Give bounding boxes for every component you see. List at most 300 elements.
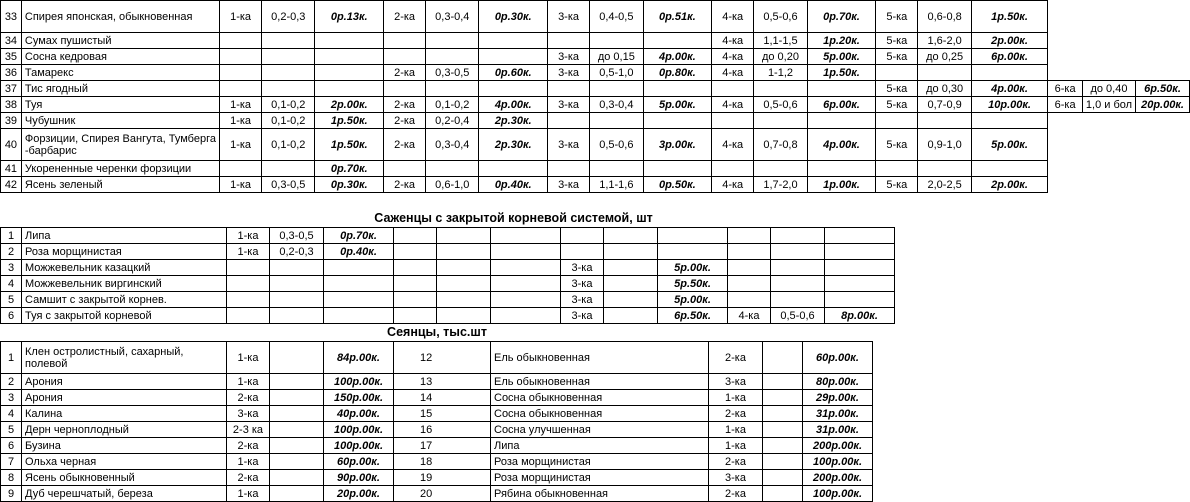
grade-cell: [220, 49, 262, 65]
grade-cell: [712, 81, 754, 97]
row-number: 8: [1, 470, 22, 486]
grade-cell: 1-ка: [227, 244, 270, 260]
height-cell: [754, 113, 807, 129]
row-number: 7: [1, 454, 22, 470]
grade-cell: 2-ка: [383, 65, 425, 81]
empty-cell: [763, 486, 803, 502]
height-cell: [1082, 177, 1135, 193]
grade-cell: [394, 260, 437, 276]
grade-cell: 2-3 ка: [227, 422, 270, 438]
price-cell: 1р.50к.: [807, 65, 876, 81]
height-cell: [754, 81, 807, 97]
price-cell: [1136, 161, 1190, 177]
height-cell: [1082, 49, 1135, 65]
height-cell: 0,5-0,6: [754, 97, 807, 113]
height-cell: 0,2-0,4: [426, 113, 479, 129]
price-cell: [1136, 1, 1190, 33]
table-row: [1, 486, 873, 502]
row-number: 6: [1, 308, 22, 324]
price-cell: 60р.00к.: [324, 454, 394, 470]
table-row: [1, 438, 873, 454]
empty-cell: [270, 422, 324, 438]
empty-cell: [270, 406, 324, 422]
height-cell: 0,4-0,5: [590, 1, 643, 33]
price-cell: 0р.50к.: [643, 177, 712, 193]
price-cell: 40р.00к.: [324, 406, 394, 422]
grade-cell: [227, 260, 270, 276]
plant-name: Ель обыкновенная: [491, 374, 709, 390]
price-cell: [491, 228, 561, 244]
plant-name: Спирея японская, обыкновенная: [21, 1, 219, 33]
grade-cell: 3-ка: [547, 49, 589, 65]
grade-cell: 1-ка: [220, 177, 262, 193]
grade-cell: 1-ка: [709, 390, 763, 406]
plant-name: Ольха черная: [22, 454, 227, 470]
price-cell: 31р.00к.: [803, 422, 873, 438]
grade-cell: [728, 292, 771, 308]
plant-name: Туя с закрытой корневой: [22, 308, 227, 324]
plant-name: Роза морщинистая: [22, 244, 227, 260]
price-cell: 29р.00к.: [803, 390, 873, 406]
grade-cell: 2-ка: [709, 454, 763, 470]
price-cell: 6р.50к.: [1136, 81, 1190, 97]
plant-name: Самшит с закрытой корнев.: [22, 292, 227, 308]
empty-cell: [270, 470, 324, 486]
grade-cell: [728, 244, 771, 260]
table-row: [1, 81, 1190, 97]
height-cell: [771, 276, 825, 292]
price-cell: 100р.00к.: [803, 486, 873, 502]
price-cell: [807, 161, 876, 177]
plant-name: Арония: [22, 390, 227, 406]
price-cell: [971, 161, 1047, 177]
grade-cell: [876, 65, 918, 81]
row-number: 38: [1, 97, 22, 113]
price-cell: 2р.00к.: [315, 97, 384, 113]
price-cell: [825, 292, 895, 308]
empty-cell: [763, 422, 803, 438]
plant-name: Сосна кедровая: [21, 49, 219, 65]
grade-cell: [220, 33, 262, 49]
grade-cell: 1-ка: [220, 97, 262, 113]
plant-name: Можжевельник казацкий: [22, 260, 227, 276]
height-cell: до 0,40: [1082, 81, 1135, 97]
height-cell: [437, 228, 491, 244]
empty-cell: [270, 454, 324, 470]
row-number: 42: [1, 177, 22, 193]
price-cell: [324, 292, 394, 308]
grade-cell: [728, 276, 771, 292]
grade-cell: 1-ка: [220, 129, 262, 161]
empty-cell: [270, 486, 324, 502]
price-cell: [658, 244, 728, 260]
height-cell: [604, 308, 658, 324]
grade-cell: 5-ка: [876, 1, 918, 33]
height-cell: 0,3-0,5: [426, 65, 479, 81]
height-cell: [604, 292, 658, 308]
grade-cell: 1-ка: [227, 374, 270, 390]
plant-name: Бузина: [22, 438, 227, 454]
price-cell: 1р.50к.: [971, 1, 1047, 33]
price-cell: 31р.00к.: [803, 406, 873, 422]
grade-cell: 2-ка: [709, 406, 763, 422]
price-cell: [643, 33, 712, 49]
price-cell: 1р.50к.: [315, 113, 384, 129]
height-cell: [426, 161, 479, 177]
grade-cell: [220, 65, 262, 81]
grade-cell: 4-ка: [712, 33, 754, 49]
height-cell: [1082, 33, 1135, 49]
plant-name: Роза морщинистая: [491, 470, 709, 486]
price-cell: 4р.00к.: [807, 129, 876, 161]
price-cell: 0р.51к.: [643, 1, 712, 33]
height-cell: [1082, 65, 1135, 81]
price-cell: [479, 81, 548, 97]
height-cell: 0,3-0,4: [590, 97, 643, 113]
price-cell: 2р.00к.: [971, 177, 1047, 193]
plant-name: Дуб черешчатый, береза: [22, 486, 227, 502]
row-number: 41: [1, 161, 22, 177]
height-cell: 0,1-0,2: [262, 129, 315, 161]
price-cell: [807, 81, 876, 97]
height-cell: до 0,15: [590, 49, 643, 65]
grade-cell: 5-ка: [876, 81, 918, 97]
grade-cell: [1048, 113, 1083, 129]
empty-cell: [270, 390, 324, 406]
height-cell: [918, 65, 971, 81]
price-cell: [324, 308, 394, 324]
empty-cell: [763, 438, 803, 454]
height-cell: [270, 276, 324, 292]
height-cell: [771, 228, 825, 244]
price-cell: [1136, 49, 1190, 65]
height-cell: 1,0 и бол: [1082, 97, 1135, 113]
price-cell: [315, 49, 384, 65]
height-cell: 1-1,2: [754, 65, 807, 81]
grade-cell: [394, 276, 437, 292]
grade-cell: 3-ка: [547, 65, 589, 81]
height-cell: [437, 276, 491, 292]
price-table-closed-root: [0, 227, 895, 324]
height-cell: [437, 308, 491, 324]
price-cell: 20р.00к.: [1136, 97, 1190, 113]
price-cell: 0р.13к.: [315, 1, 384, 33]
grade-cell: 1-ка: [227, 342, 270, 374]
plant-name: Можжевельник виргинский: [22, 276, 227, 292]
price-cell: 6р.50к.: [658, 308, 728, 324]
price-cell: [971, 113, 1047, 129]
plant-name: Сосна обыкновенная: [491, 406, 709, 422]
price-cell: [807, 113, 876, 129]
row-number: 33: [1, 1, 22, 33]
grade-cell: [728, 228, 771, 244]
grade-cell: 1-ка: [227, 228, 270, 244]
price-table-seedlings: [0, 341, 873, 502]
row-number: 39: [1, 113, 22, 129]
height-cell: 0,5-0,6: [590, 129, 643, 161]
grade-cell: 4-ка: [728, 308, 771, 324]
plant-name: Тамарекс: [21, 65, 219, 81]
grade-cell: 2-ка: [383, 177, 425, 193]
row-number: 12: [394, 342, 491, 374]
height-cell: 0,5-1,0: [590, 65, 643, 81]
height-cell: 1,6-2,0: [918, 33, 971, 49]
price-cell: [315, 33, 384, 49]
price-cell: 5р.00к.: [807, 49, 876, 65]
height-cell: [437, 260, 491, 276]
price-cell: 4р.00к.: [479, 97, 548, 113]
price-cell: 100р.00к.: [324, 422, 394, 438]
price-cell: 0р.70к.: [315, 161, 384, 177]
height-cell: [590, 161, 643, 177]
grade-cell: [220, 161, 262, 177]
price-cell: [324, 276, 394, 292]
plant-name: Дерн черноплодный: [22, 422, 227, 438]
grade-cell: 2-ка: [383, 129, 425, 161]
price-cell: [825, 228, 895, 244]
price-cell: 6р.00к.: [807, 97, 876, 113]
height-cell: 0,1-0,2: [426, 97, 479, 113]
price-cell: [479, 33, 548, 49]
grade-cell: 2-ка: [227, 390, 270, 406]
height-cell: 0,3-0,5: [262, 177, 315, 193]
price-cell: 5р.50к.: [658, 276, 728, 292]
price-cell: [1136, 33, 1190, 49]
plant-name: Клен остролистный, сахарный, полевой: [22, 342, 227, 374]
table-row: [1, 244, 895, 260]
grade-cell: [1048, 177, 1083, 193]
plant-name: Ясень зеленый: [21, 177, 219, 193]
grade-cell: 2-ка: [227, 438, 270, 454]
price-cell: [825, 260, 895, 276]
height-cell: [262, 81, 315, 97]
height-cell: [604, 228, 658, 244]
price-cell: 8р.00к.: [825, 308, 895, 324]
height-cell: [604, 260, 658, 276]
grade-cell: [383, 33, 425, 49]
price-cell: 0р.40к.: [324, 244, 394, 260]
table-row: [1, 470, 873, 486]
price-table-top: [0, 0, 1190, 193]
grade-cell: 3-ка: [547, 177, 589, 193]
table-row: [1, 113, 1190, 129]
table-row: [1, 342, 873, 374]
price-cell: 0р.70к.: [807, 1, 876, 33]
height-cell: 0,2-0,3: [270, 244, 324, 260]
height-cell: [1082, 113, 1135, 129]
table-row: [1, 65, 1190, 81]
grade-cell: [1048, 49, 1083, 65]
price-cell: 5р.00к.: [658, 260, 728, 276]
empty-cell: [763, 454, 803, 470]
grade-cell: 3-ка: [561, 260, 604, 276]
height-cell: до 0,30: [918, 81, 971, 97]
grade-cell: 2-ка: [383, 97, 425, 113]
height-cell: [604, 244, 658, 260]
price-cell: [315, 65, 384, 81]
price-cell: 10р.00к.: [971, 97, 1047, 113]
grade-cell: 2-ка: [709, 486, 763, 502]
height-cell: 0,3-0,4: [426, 129, 479, 161]
price-cell: 2р.30к.: [479, 129, 548, 161]
grade-cell: [876, 161, 918, 177]
row-number: 9: [1, 486, 22, 502]
height-cell: 0,5-0,6: [754, 1, 807, 33]
grade-cell: [712, 113, 754, 129]
grade-cell: 3-ка: [709, 374, 763, 390]
price-cell: [491, 276, 561, 292]
height-cell: [426, 33, 479, 49]
grade-cell: 1-ка: [227, 454, 270, 470]
grade-cell: 4-ка: [712, 49, 754, 65]
grade-cell: [712, 161, 754, 177]
grade-cell: [1048, 65, 1083, 81]
height-cell: 0,1-0,2: [262, 113, 315, 129]
table-row: [1, 374, 873, 390]
row-number: 20: [394, 486, 491, 502]
grade-cell: [547, 161, 589, 177]
grade-cell: 3-ка: [547, 129, 589, 161]
grade-cell: 2-ка: [709, 342, 763, 374]
row-number: 34: [1, 33, 22, 49]
row-number: 5: [1, 422, 22, 438]
grade-cell: 4-ка: [712, 97, 754, 113]
price-cell: 84р.00к.: [324, 342, 394, 374]
table-row: [1, 422, 873, 438]
price-cell: 90р.00к.: [324, 470, 394, 486]
price-cell: [491, 292, 561, 308]
grade-cell: 3-ка: [561, 292, 604, 308]
grade-cell: 1-ка: [709, 438, 763, 454]
grade-cell: 4-ка: [712, 1, 754, 33]
height-cell: 0,6-0,8: [918, 1, 971, 33]
plant-name: Укорененные черенки форзиции: [21, 161, 219, 177]
empty-cell: [763, 374, 803, 390]
price-cell: 3р.00к.: [643, 129, 712, 161]
price-cell: [643, 81, 712, 97]
grade-cell: 5-ка: [876, 177, 918, 193]
height-cell: 0,9-1,0: [918, 129, 971, 161]
price-cell: 150р.00к.: [324, 390, 394, 406]
table-row: [1, 228, 895, 244]
grade-cell: 3-ка: [561, 276, 604, 292]
height-cell: [1082, 161, 1135, 177]
price-cell: 5р.00к.: [643, 97, 712, 113]
plant-name: Липа: [22, 228, 227, 244]
grade-cell: 3-ка: [547, 1, 589, 33]
height-cell: [262, 33, 315, 49]
height-cell: 0,7-0,9: [918, 97, 971, 113]
row-number: 3: [1, 390, 22, 406]
table-row: [1, 292, 895, 308]
price-cell: 6р.00к.: [971, 49, 1047, 65]
height-cell: [262, 49, 315, 65]
price-cell: 100р.00к.: [324, 374, 394, 390]
grade-cell: [227, 308, 270, 324]
plant-name: Калина: [22, 406, 227, 422]
price-cell: [479, 161, 548, 177]
price-cell: [491, 244, 561, 260]
row-number: 35: [1, 49, 22, 65]
height-cell: до 0,20: [754, 49, 807, 65]
row-number: 17: [394, 438, 491, 454]
table-row: [1, 276, 895, 292]
table-row: [1, 33, 1190, 49]
grade-cell: [394, 292, 437, 308]
plant-name: Арония: [22, 374, 227, 390]
grade-cell: 4-ка: [712, 177, 754, 193]
price-cell: [315, 81, 384, 97]
price-cell: 4р.00к.: [643, 49, 712, 65]
height-cell: [1082, 1, 1135, 33]
empty-cell: [270, 342, 324, 374]
price-cell: [825, 276, 895, 292]
height-cell: [437, 292, 491, 308]
height-cell: 0,3-0,4: [426, 1, 479, 33]
empty-cell: [270, 374, 324, 390]
table-row: [1, 1, 1190, 33]
height-cell: 1,1-1,5: [754, 33, 807, 49]
height-cell: [1082, 129, 1135, 161]
grade-cell: [383, 161, 425, 177]
grade-cell: 4-ка: [712, 65, 754, 81]
price-cell: [491, 308, 561, 324]
price-cell: 20р.00к.: [324, 486, 394, 502]
height-cell: [426, 49, 479, 65]
price-cell: 60р.00к.: [803, 342, 873, 374]
plant-name: Тис ягодный: [21, 81, 219, 97]
price-cell: 80р.00к.: [803, 374, 873, 390]
grade-cell: 1-ка: [220, 113, 262, 129]
row-number: 1: [1, 342, 22, 374]
height-cell: [437, 244, 491, 260]
price-cell: [1136, 113, 1190, 129]
price-cell: [324, 260, 394, 276]
empty-cell: [270, 438, 324, 454]
plant-name: Сосна обыкновенная: [491, 390, 709, 406]
grade-cell: 1-ка: [227, 486, 270, 502]
price-cell: [479, 49, 548, 65]
row-number: 36: [1, 65, 22, 81]
grade-cell: [1048, 33, 1083, 49]
row-number: 19: [394, 470, 491, 486]
grade-cell: 2-ка: [227, 470, 270, 486]
height-cell: 0,3-0,5: [270, 228, 324, 244]
grade-cell: [561, 228, 604, 244]
height-cell: 0,6-1,0: [426, 177, 479, 193]
height-cell: [270, 292, 324, 308]
height-cell: [918, 113, 971, 129]
height-cell: 1,7-2,0: [754, 177, 807, 193]
price-cell: 0р.60к.: [479, 65, 548, 81]
row-number: 14: [394, 390, 491, 406]
grade-cell: 4-ка: [712, 129, 754, 161]
price-cell: 200р.00к.: [803, 438, 873, 454]
table-row: [1, 129, 1190, 161]
grade-cell: [561, 244, 604, 260]
height-cell: 2,0-2,5: [918, 177, 971, 193]
grade-cell: [394, 244, 437, 260]
row-number: 2: [1, 374, 22, 390]
price-cell: [1136, 65, 1190, 81]
height-cell: 0,7-0,8: [754, 129, 807, 161]
table-row: [1, 308, 895, 324]
grade-cell: 3-ка: [547, 97, 589, 113]
price-cell: 0р.80к.: [643, 65, 712, 81]
height-cell: [262, 161, 315, 177]
plant-name: Туя: [21, 97, 219, 113]
row-number: 4: [1, 406, 22, 422]
